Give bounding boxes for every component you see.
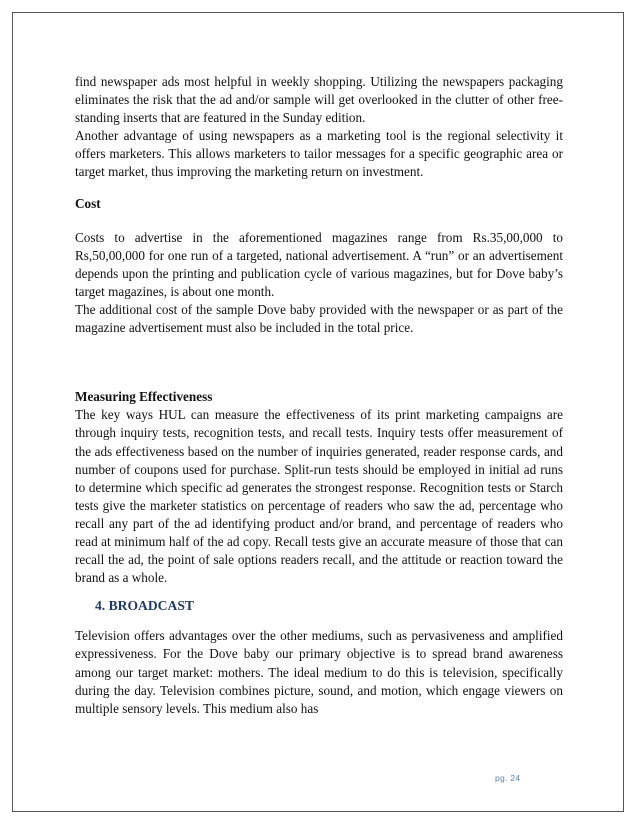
paragraph-measuring-effectiveness: The key ways HUL can measure the effectiveness of its print marketing campaigns are through inquiry tests, recognition tests, and recall tests. Inquiry tests offer measurement of the ads effectiveness based on the number of inquiries generated, reader response cards, and number of coupons used for purchase. Split-run tests should be employed in initial ad runs to determine which specific ad generates the strongest response. Recognition tests or Starch tests give the marketer statistics on percentage of readers who saw the ad, percentage who recall any part of the ad identifying product and/or brand, and percentage of readers who read at minimum half of the ad copy. Recall tests give an accurate measure of those that can recall the ad, the point of sale options readers recall, and the attitude or reaction toward the brand as a whole.: [75, 407, 563, 586]
document-body: [75, 73, 563, 718]
heading-broadcast: 4. BROADCAST: [95, 598, 194, 614]
heading-measuring-effectiveness: Measuring Effectiveness: [75, 389, 213, 405]
page-number: pg. 24: [495, 773, 521, 783]
paragraph-cost-sample: The additional cost of the sample Dove baby provided with the newspaper or as part of the magazine advertisement must also be included in the total price.: [75, 302, 563, 336]
paragraph-newspapers-shopping: find newspaper ads most helpful in weekly shopping. Utilizing the newspapers packaging eliminates the risk that the ad and/or sample will get overlooked in the clutter of other free-standing inserts that are featured in the Sunday edition.: [75, 74, 563, 126]
paragraph-television: Television offers advantages over the other mediums, such as pervasiveness and amplified expressiveness. For the Dove baby our primary objective is to spread brand awareness among our target market: mothers. The ideal medium to do this is television, specifically during the day. Television combines picture, sound, and motion, which engage viewers on multiple sensory levels. This medium also has: [75, 628, 563, 716]
heading-cost: Cost: [75, 195, 101, 211]
paragraph-regional-selectivity: Another advantage of using newspapers as a marketing tool is the regional selectivity it offers marketers. This allows marketers to tailor messages for a specific geographic area or target market, thus improving the marketing return on investment.: [75, 128, 563, 180]
paragraph-cost-range: Costs to advertise in the aforementioned magazines range from Rs.35,00,000 to Rs,50,00,000 for one run of a targeted, national advertisement. A “run” or an advertisement depends upon the printing and publication cycle of various magazines, but for Dove baby’s target magazines, is about one month.: [75, 229, 563, 299]
